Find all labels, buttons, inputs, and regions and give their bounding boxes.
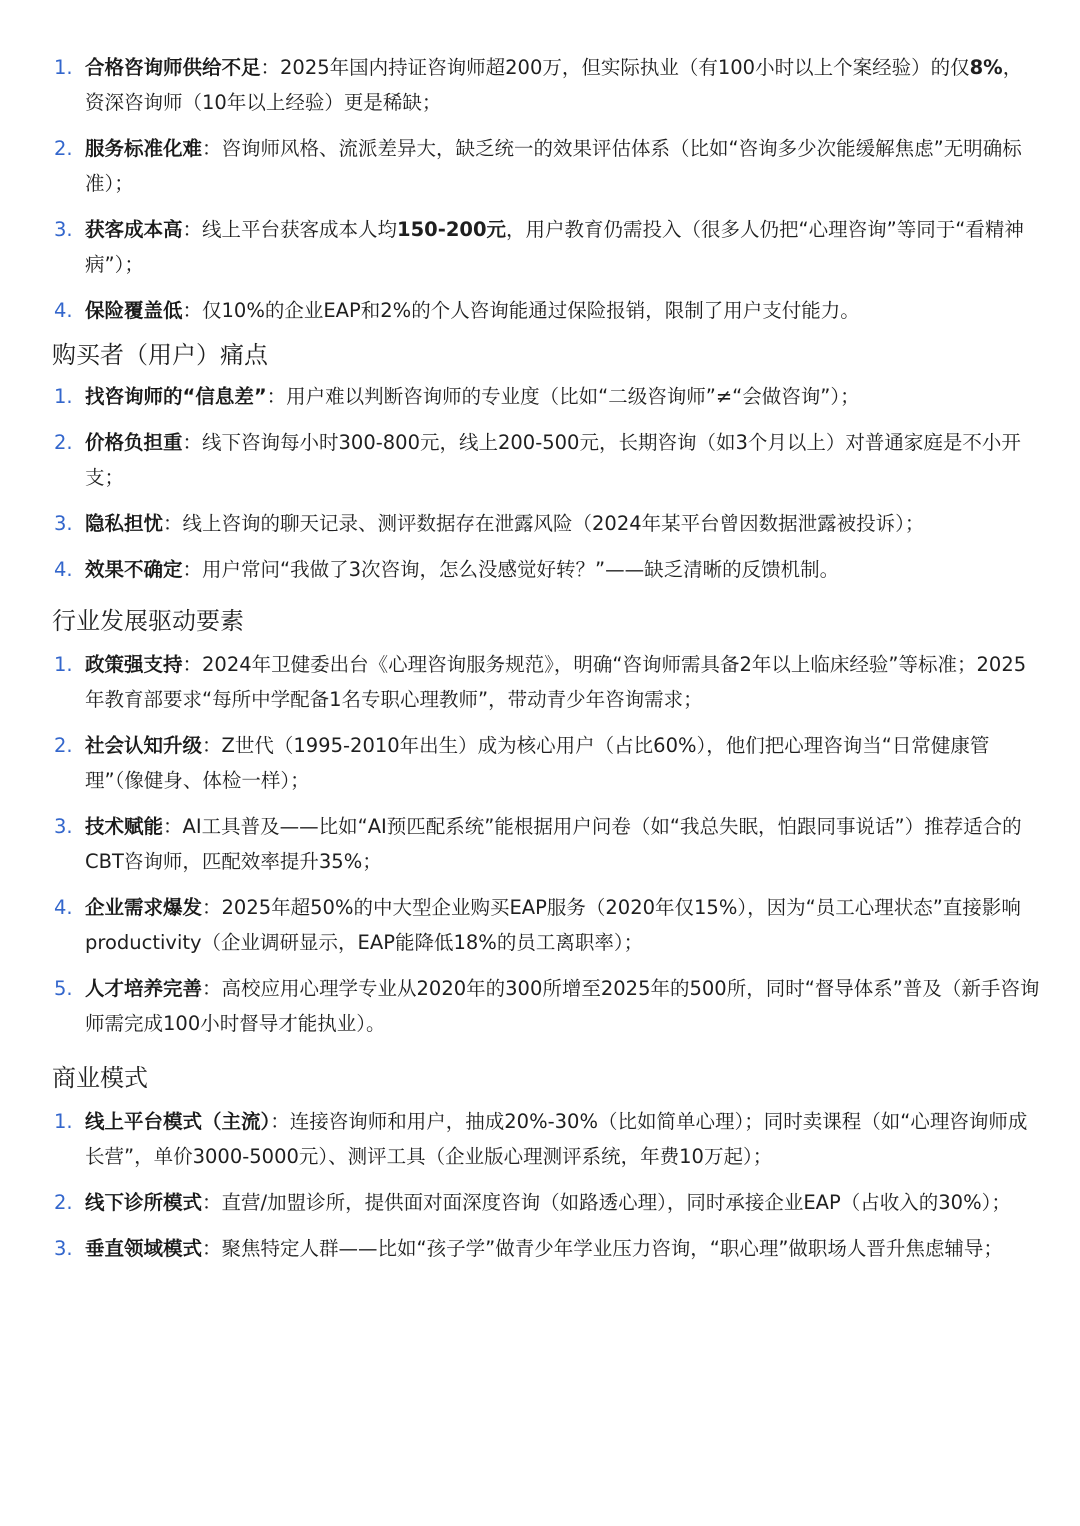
list-number: 2.: [54, 431, 73, 454]
list-item: [52, 890, 1040, 960]
list-item: [52, 647, 1040, 717]
list-item: [52, 425, 1040, 495]
item-text: ：聚焦特定人群——比如“孩子学”做青少年学业压力咨询，“职心理”做职场人晋升焦虑辅导；: [202, 1237, 1003, 1260]
list-number: 3.: [54, 1237, 73, 1260]
item-term: 技术赋能: [85, 815, 164, 838]
item-term: 服务标准化难: [85, 137, 203, 160]
list-item: [52, 293, 1040, 328]
list-number: 3.: [54, 815, 73, 838]
item-term: 保险覆盖低: [85, 299, 183, 322]
item-text: ：线上平台获客成本人均: [182, 218, 398, 241]
list-number: 2.: [54, 1191, 73, 1214]
item-term: 隐私担忧: [85, 512, 164, 535]
item-term: 线下诊所模式: [85, 1191, 203, 1214]
list-item: [52, 506, 1040, 541]
list-number: 5.: [54, 977, 73, 1000]
item-term: 效果不确定: [85, 558, 183, 581]
list-item: [52, 809, 1040, 879]
list-number: 1.: [54, 1110, 73, 1133]
list-item: [52, 1185, 1040, 1220]
item-term: 企业需求爆发: [85, 896, 203, 919]
item-text: ：2025年国内持证咨询师超200万，但实际执业（有100小时以上个案经验）的仅: [260, 56, 970, 79]
list-number: 2.: [54, 734, 73, 757]
list-item: [52, 212, 1040, 282]
list-number: 4.: [54, 896, 73, 919]
item-text: ：连接咨询师和用户，抽成20%-30%（比如简单心理）；同时卖课程（如“心理咨询师成长营”，单价3000-5000元）、测评工具（企业版心理测评系统，年费10万起）；: [85, 1110, 1028, 1168]
item-text: ：线上咨询的聊天记录、测评数据存在泄露风险（2024年某平台曾因数据泄露被投诉）；: [163, 512, 925, 535]
section-title-buyer: 购买者（用户）痛点: [52, 341, 268, 369]
item-text: ：2025年超50%的中大型企业购买EAP服务（2020年仅15%），因为“员工心理状态”直接影响 productivity（企业调研显示，EAP能降低18%的员工离职率）；: [85, 896, 1021, 954]
item-term: 人才培养完善: [85, 977, 203, 1000]
business-model-list: [52, 1104, 1040, 1266]
item-text: ：高校应用心理学专业从2020年的300所增至2025年的500所，同时“督导体系”普及（新手咨询师需完成100小时督导才能执业）。: [85, 977, 1040, 1035]
item-text: ：线下咨询每小时300-800元，线上200-500元，长期咨询（如3个月以上）对普通家庭是不小开支；: [85, 431, 1021, 489]
list-number: 4.: [54, 299, 73, 322]
list-number: 1.: [54, 56, 73, 79]
list-number: 2.: [54, 137, 73, 160]
list-item: [52, 552, 1040, 587]
item-text: ：2024年卫健委出台《心理咨询服务规范》，明确“咨询师需具备2年以上临床经验”等标准；2025年教育部要求“每所中学配备1名专职心理教师”，带动青少年咨询需求；: [85, 653, 1027, 711]
list-item: [52, 50, 1040, 120]
item-highlight: 8%: [969, 56, 1003, 79]
item-text: ：仅10%的企业EAP和2%的个人咨询能通过保险报销，限制了用户支付能力。: [182, 299, 860, 322]
buyer-pain-list: [52, 379, 1040, 587]
list-item: [52, 379, 1040, 414]
item-text: ：Z世代（1995-2010年出生）成为核心用户（占比60%），他们把心理咨询当“日常健康管理”（像健身、体检一样）；: [85, 734, 990, 792]
list-number: 1.: [54, 653, 73, 676]
item-term: 线上平台模式（主流）: [85, 1110, 271, 1133]
item-term: 获客成本高: [85, 218, 183, 241]
list-number: 3.: [54, 218, 73, 241]
item-term: 找咨询师的“信息差”: [85, 385, 267, 408]
item-term: 垂直领域模式: [85, 1237, 203, 1260]
item-text: ，资深咨询师（10年以上经验）更是稀缺；: [85, 56, 1023, 114]
item-term: 社会认知升级: [85, 734, 203, 757]
list-item: [52, 131, 1040, 201]
list-number: 1.: [54, 385, 73, 408]
list-item: [52, 1231, 1040, 1266]
list-item: [52, 728, 1040, 798]
section-title-drivers: 行业发展驱动要素: [52, 607, 244, 635]
item-text: ：AI工具普及——比如“AI预匹配系统”能根据用户问卷（如“我总失眠，怕跟同事说话”）推荐适合的CBT咨询师，匹配效率提升35%；: [85, 815, 1022, 873]
list-number: 3.: [54, 512, 73, 535]
drivers-list: [52, 647, 1040, 1041]
item-text: ：用户难以判断咨询师的专业度（比如“二级咨询师”≠“会做咨询”）；: [266, 385, 860, 408]
list-item: [52, 1104, 1040, 1174]
item-text: ：咨询师风格、流派差异大，缺乏统一的效果评估体系（比如“咨询多少次能缓解焦虑”无明确标准）；: [85, 137, 1022, 195]
item-term: 政策强支持: [85, 653, 183, 676]
item-term: 合格咨询师供给不足: [85, 56, 261, 79]
supply-pain-list: [52, 50, 1040, 328]
list-item: [52, 971, 1040, 1041]
item-text: ：用户常问“我做了3次咨询，怎么没感觉好转？”——缺乏清晰的反馈机制。: [182, 558, 840, 581]
section-title-business-model: 商业模式: [52, 1064, 148, 1092]
list-number: 4.: [54, 558, 73, 581]
item-text: ：直营/加盟诊所，提供面对面深度咨询（如路透心理），同时承接企业EAP（占收入的30%）；: [202, 1191, 1011, 1214]
item-highlight: 150-200元: [397, 218, 507, 241]
item-term: 价格负担重: [85, 431, 183, 454]
item-text: ，用户教育仍需投入（很多人仍把“心理咨询”等同于“看精神病”）；: [85, 218, 1024, 276]
